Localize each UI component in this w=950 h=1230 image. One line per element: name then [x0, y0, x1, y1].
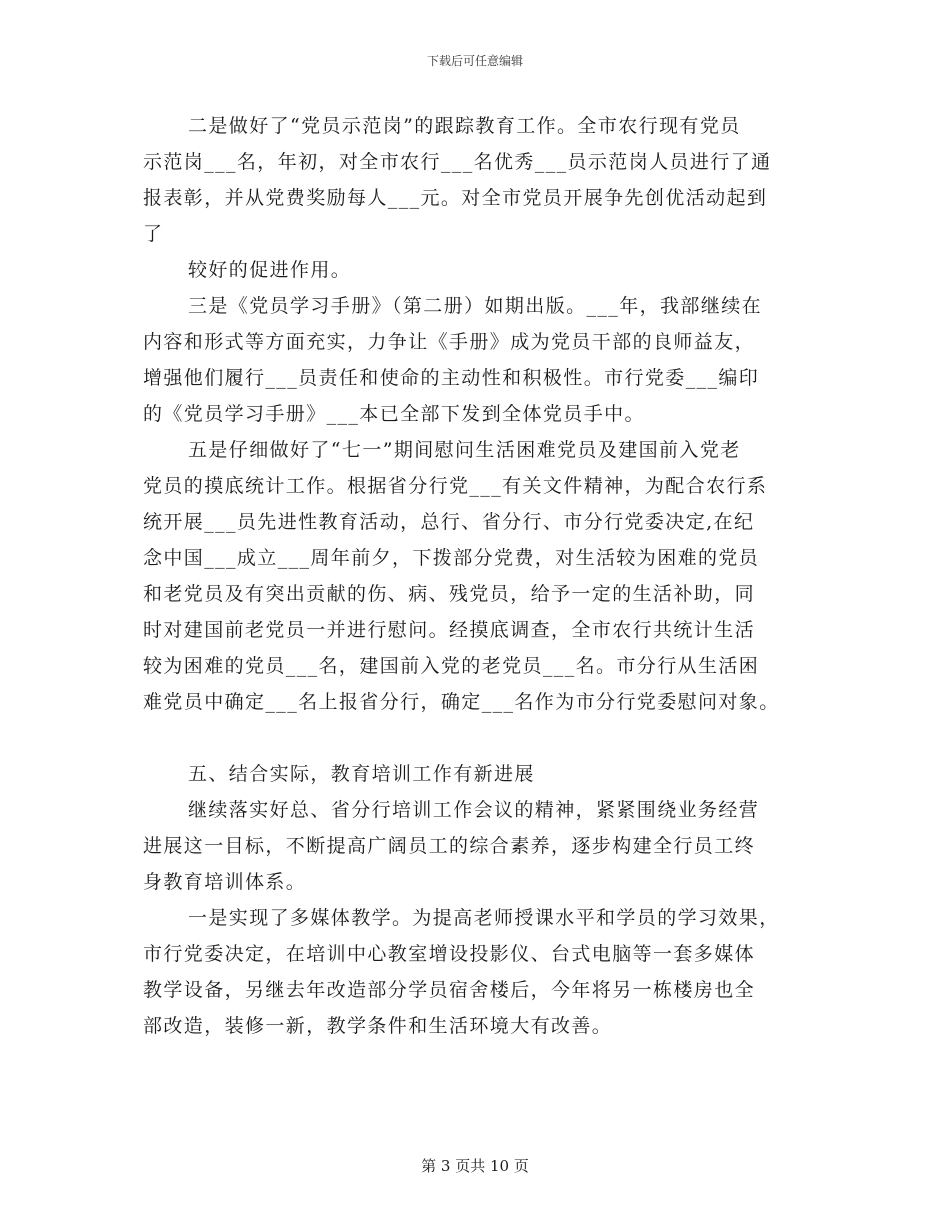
paragraph-line: 了	[143, 223, 164, 245]
paragraph-line: 示范岗___名，年初，对全市农行___名优秀___员示范岗人员进行了通	[143, 151, 772, 173]
paragraph-line: 报表彰，并从党费奖励每人___元。对全市党员开展争先创优活动起到	[143, 187, 768, 209]
paragraph-line: 一是实现了多媒体教学。为提高老师授课水平和学员的学习效果，	[188, 907, 780, 929]
blank-line	[143, 720, 815, 756]
paragraph-line: 增强他们履行___员责任和使命的主动性和积极性。市行党委___编印	[143, 367, 760, 389]
paragraph-line: 教学设备，另继去年改造部分学员宿舍楼后，今年将另一栋楼房也全	[143, 979, 756, 1001]
paragraph-line: 统开展___员先进性教育活动，总行、省分行、市分行党委决定,在纪	[143, 511, 755, 533]
paragraph-line: 较好的促进作用。	[188, 259, 352, 281]
paragraph-line: 五是仔细做好了“七一”期间慰问生活困难党员及建国前入党老	[188, 439, 741, 461]
paragraph-line: 身教育培训体系。	[143, 871, 307, 893]
section-heading: 五、结合实际，教育培训工作有新进展	[188, 763, 535, 785]
paragraph-line: 和老党员及有突出贡献的伤、病、残党员，给予一定的生活补助，同	[143, 583, 756, 605]
paragraph-line: 三是《党员学习手册》（第二册）如期出版。___年，我部继续在	[188, 295, 763, 317]
document-body	[143, 108, 815, 1044]
paragraph-line: 继续落实好总、省分行培训工作会议的精神，紧紧围绕业务经营	[188, 799, 760, 821]
paragraph-line: 较为困难的党员___名，建国前入党的老党员___名。市分行从生活困	[143, 655, 760, 677]
paragraph-line: 时对建国前老党员一并进行慰问。经摸底调查，全市农行共统计生活	[143, 619, 756, 641]
page-header: 下载后可任意编辑	[426, 54, 523, 68]
paragraph-line: 的《党员学习手册》___本已全部下发到全体党员手中。	[143, 403, 645, 425]
paragraph-line: 市行党委决定，在培训中心教室增设投影仪、台式电脑等一套多媒体	[143, 943, 756, 965]
paragraph-line: 进展这一目标，不断提高广阔员工的综合素养，逐步构建全行员工终	[143, 835, 756, 857]
page-footer: 第 3 页共 10 页	[421, 1157, 529, 1175]
paragraph-line: 内容和形式等方面充实，力争让《手册》成为党员干部的良师益友，	[143, 331, 756, 353]
paragraph-line: 党员的摸底统计工作。根据省分行党___有关文件精神，为配合农行系	[143, 475, 768, 497]
paragraph-line: 念中国___成立___周年前夕，下拨部分党费，对生活较为困难的党员	[143, 547, 760, 569]
paragraph-line: 二是做好了“党员示范岗”的跟踪教育工作。全市农行现有党员	[188, 115, 741, 137]
paragraph-line: 难党员中确定___名上报省分行，确定___名作为市分行党委慰问对象。	[143, 691, 780, 713]
paragraph-line: 部改造，装修一新，教学条件和生活环境大有改善。	[143, 1015, 613, 1037]
